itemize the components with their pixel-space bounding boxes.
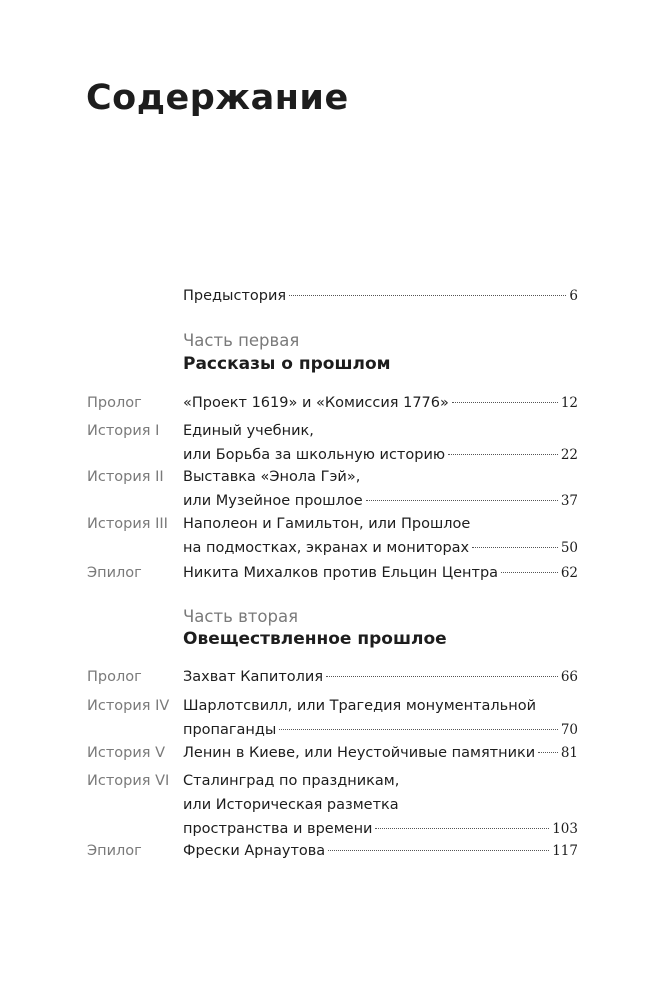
page-number: 103 <box>552 821 578 837</box>
entry-title-line: Выставка «Энола Гэй», <box>183 469 361 485</box>
page-number: 50 <box>560 540 578 556</box>
part-label: Часть первая <box>183 331 300 350</box>
page-number: 62 <box>560 565 578 581</box>
entry-title-line: на подмостках, экранах и мониторах <box>183 540 470 556</box>
dot-leader <box>279 728 557 730</box>
entry-title-line: Сталинград по праздникам, <box>183 773 400 789</box>
entry-label: Пролог <box>87 669 142 685</box>
dot-leader <box>472 546 558 548</box>
dot-leader <box>448 453 558 455</box>
entry-label: История V <box>87 745 166 761</box>
entry-label: История III <box>87 516 168 532</box>
dot-leader <box>289 294 566 296</box>
dot-leader <box>538 751 558 753</box>
entry-title: «Проект 1619» и «Комиссия 1776» <box>183 395 449 411</box>
entry-title-line: пропаганды <box>183 722 277 738</box>
entry-title-line: или Борьба за школьную историю <box>183 447 446 463</box>
dot-leader <box>452 401 558 403</box>
page-number: 12 <box>560 395 578 411</box>
entry-title-line: Наполеон и Гамильтон, или Прошлое <box>183 516 471 532</box>
entry-label: История I <box>87 423 160 439</box>
entry-label: Эпилог <box>87 565 142 581</box>
page-number: 6 <box>569 288 578 304</box>
entry-label: История IV <box>87 698 170 714</box>
entry-label: Эпилог <box>87 843 142 859</box>
page-number: 22 <box>560 447 578 463</box>
page-number: 37 <box>560 493 578 509</box>
entry-label: История VI <box>87 773 170 789</box>
entry-title-line: или Музейное прошлое <box>183 493 363 509</box>
entry-title-line: Шарлотсвилл, или Трагедия монументальной <box>183 698 536 714</box>
entry-title: Предыстория <box>183 288 287 304</box>
page-number: 70 <box>560 722 578 738</box>
page-title: Содержание <box>86 78 349 118</box>
dot-leader <box>366 499 558 501</box>
entry-title-line: или Историческая разметка <box>183 797 399 813</box>
dot-leader <box>501 571 558 573</box>
dot-leader <box>375 827 549 829</box>
entry-title-line: Единый учебник, <box>183 423 314 439</box>
part-title: Овеществленное прошлое <box>183 629 447 649</box>
part-label: Часть вторая <box>183 607 299 626</box>
page-number: 81 <box>560 745 578 761</box>
part-title: Рассказы о прошлом <box>183 354 391 374</box>
dot-leader <box>328 849 549 851</box>
page-number: 66 <box>560 669 578 685</box>
entry-title: Никита Михалков против Ельцин Центра <box>183 565 499 581</box>
entry-title: Захват Капитолия <box>183 669 324 685</box>
entry-title-line: пространства и времени <box>183 821 373 837</box>
page-number: 117 <box>552 843 578 859</box>
entry-title: Ленин в Киеве, или Неустойчивые памятники <box>183 745 536 761</box>
entry-title: Фрески Арнаутова <box>183 843 326 859</box>
entry-label: Пролог <box>87 395 142 411</box>
entry-label: История II <box>87 469 164 485</box>
dot-leader <box>326 675 558 677</box>
